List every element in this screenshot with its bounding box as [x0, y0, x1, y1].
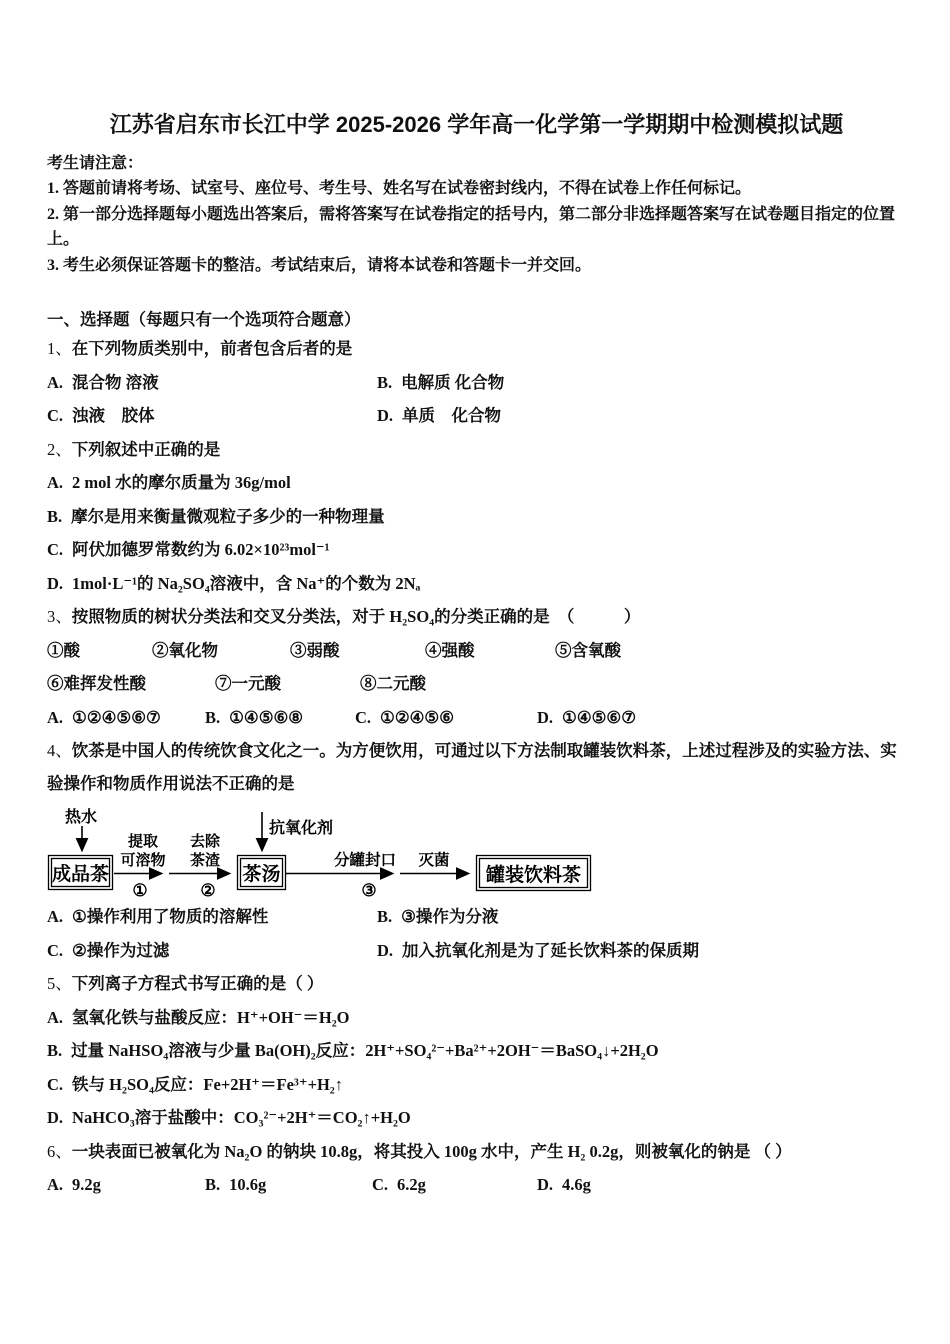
q4-option-a: [47, 900, 377, 934]
question-6-number: 6、: [47, 1141, 72, 1161]
q2-option-c-label: C.: [47, 540, 64, 559]
sterilize-label: 灭菌: [418, 852, 450, 869]
q1-option-c: [47, 399, 377, 433]
q3-option-b: [205, 701, 355, 735]
q2-option-c-text: 阿伏加德罗常数约为 6.02×10²³mol⁻¹: [72, 540, 330, 559]
step-1-circle: ①: [132, 881, 148, 900]
q4-option-a-label: A.: [47, 907, 64, 926]
q2-option-d-text: 1mol·L⁻¹的 Na₂SO₄溶液中，含 Na⁺的个数为 2Nₐ: [72, 573, 421, 593]
question-3-number: 3、: [47, 607, 72, 626]
q3-option-a-label: A.: [47, 707, 64, 727]
extract-label-line1: 提取: [127, 834, 159, 850]
notice-item-3: 3. 考生必须保证答题卡的整洁。考试结束后，请将本试卷和答题卡一并交回。: [47, 256, 592, 274]
q3-option-b-label: B.: [205, 707, 221, 727]
q3-option-d: [537, 701, 636, 735]
q1-option-d: [377, 399, 501, 433]
q5-option-b-label: B.: [47, 1041, 63, 1060]
q2-option-a-text: 2 mol 水的摩尔质量为 36g/mol: [72, 473, 291, 492]
q6-option-d: [537, 1168, 591, 1202]
q3-option-c: [355, 701, 537, 735]
question-4: [47, 734, 906, 800]
question-3: [47, 600, 906, 634]
exam-title: 江苏省启东市长江中学 2025-2026 学年高一化学第一学期期中检测模拟试题: [109, 112, 844, 137]
q3-option-d-text: ①④⑤⑥⑦: [562, 707, 637, 727]
question-3-text: 按照物质的树状分类法和交叉分类法，对于 H₂SO₄的分类正确的是 （ ）: [71, 607, 641, 626]
q4-option-d-label: D.: [377, 940, 394, 960]
question-1-options-row-2: [47, 399, 906, 433]
q2-option-c: [47, 533, 906, 567]
q3-option-b-text: ①④⑤⑥⑧: [229, 707, 304, 727]
question-4-text: 饮茶是中国人的传统饮食文化之一。为方便饮用，可通过以下方法制取罐装饮料茶，上述过程涉及的实验方法、实验操作和物质作用说法不正确的是: [47, 741, 897, 793]
q5-option-a-text: 氢氧化铁与盐酸反应：H⁺+OH⁻＝H₂O: [72, 1007, 350, 1027]
step-3-circle: ③: [361, 881, 377, 900]
extract-label-line2: 可溶物: [120, 853, 166, 869]
q6-option-a-text: 9.2g: [72, 1175, 101, 1194]
q6-option-a-label: A.: [47, 1175, 64, 1194]
q6-option-c-label: C.: [372, 1175, 389, 1194]
q3-item-4: ④强酸: [425, 640, 475, 660]
q3-item-5: ⑤含氧酸: [555, 640, 621, 660]
q6-option-d-label: D.: [537, 1175, 554, 1194]
q2-option-b-text: 摩尔是用来衡量微观粒子多少的一种物理量: [71, 506, 385, 526]
notice-item-2: 2. 第一部分选择题每小题选出答案后，需将答案写在试卷指定的括号内，第二部分非选择题答案写在试卷题目指定的位置上。: [47, 205, 896, 248]
remove-residue-label-line2: 茶渣: [189, 853, 221, 869]
q1-option-a-label: A.: [47, 372, 64, 392]
q3-option-d-label: D.: [537, 707, 554, 727]
q5-option-c: [47, 1068, 906, 1102]
canning-seal-label: 分罐封口: [333, 852, 397, 869]
q1-option-b: [377, 366, 504, 400]
q3-option-a: [47, 701, 205, 735]
q4-option-c-label: C.: [47, 940, 64, 960]
q2-option-a: [47, 466, 906, 500]
product-tea-label: 成品茶: [51, 864, 110, 885]
q6-option-b-label: B.: [205, 1175, 221, 1194]
question-1: [47, 332, 906, 366]
q5-option-d: [47, 1101, 906, 1135]
q4-option-c-text: ②操作为过滤: [72, 940, 170, 960]
q1-option-b-label: B.: [377, 372, 393, 392]
step-2-circle: ②: [200, 881, 216, 900]
canned-tea-label: 罐装饮料茶: [485, 865, 582, 886]
q5-option-a-label: A.: [47, 1007, 64, 1027]
q5-option-b: [47, 1034, 906, 1068]
q6-option-c: [372, 1168, 537, 1202]
question-3-options-row: [47, 701, 906, 735]
q6-option-c-text: 6.2g: [397, 1175, 426, 1194]
q6-option-b-text: 10.6g: [229, 1175, 267, 1194]
q3-item-6: ⑥难挥发性酸: [47, 674, 146, 693]
q4-option-b: [377, 900, 498, 934]
remove-residue-label-line1: 去除: [189, 834, 221, 850]
q4-option-b-text: ③操作为分液: [401, 907, 499, 926]
question-1-text: 在下列物质类别中，前者包含后者的是: [71, 339, 353, 358]
q5-option-a: [47, 1001, 906, 1035]
q5-option-d-label: D.: [47, 1108, 64, 1127]
q2-option-b: [47, 500, 906, 534]
q1-option-a-text: 混合物 溶液: [72, 372, 159, 392]
question-2-text: 下列叙述中正确的是: [71, 439, 221, 459]
tea-soup-label: 茶汤: [242, 864, 281, 885]
q2-option-b-label: B.: [47, 506, 63, 526]
tea-process-flow-diagram: [47, 802, 607, 900]
q3-option-c-text: ①②④⑤⑥: [380, 707, 455, 727]
question-4-number: 4、: [47, 741, 72, 760]
question-1-options-row-1: [47, 366, 906, 400]
q2-option-a-label: A.: [47, 473, 64, 492]
q4-option-a-text: ①操作利用了物质的溶解性: [72, 907, 269, 926]
q1-option-d-text: 单质 化合物: [402, 406, 502, 425]
question-2: [47, 433, 906, 467]
q6-option-a: [47, 1168, 205, 1202]
q3-classification-row-1: [47, 634, 906, 668]
question-6-options-row: [47, 1168, 906, 1202]
q2-option-d-label: D.: [47, 573, 64, 593]
q1-option-c-label: C.: [47, 406, 64, 425]
antioxidant-label: 抗氧化剂: [269, 820, 334, 837]
q3-item-8: ⑧二元酸: [360, 674, 426, 693]
q6-option-b: [205, 1168, 372, 1202]
notice-heading: 考生请注意：: [47, 155, 144, 172]
q4-option-d-text: 加入抗氧化剂是为了延长饮料茶的保质期: [402, 940, 700, 960]
q3-option-a-text: ①②④⑤⑥⑦: [72, 707, 161, 727]
question-4-options-row-2: [47, 934, 906, 968]
q3-item-2: ②氧化物: [152, 640, 218, 660]
q3-option-c-label: C.: [355, 707, 372, 727]
question-4-options-row-1: [47, 900, 906, 934]
q4-option-d: [377, 934, 699, 968]
q3-item-7: ⑦一元酸: [215, 674, 281, 693]
q3-classification-row-2: [47, 667, 906, 701]
q4-option-b-label: B.: [377, 907, 393, 926]
q5-option-b-text: 过量 NaHSO₄溶液与少量 Ba(OH)₂反应：2H⁺+SO₄²⁻+Ba²⁺+2OH⁻＝BaSO₄↓+2H₂O: [71, 1041, 659, 1060]
notice-item-1: 1. 答题前请将考场、试室号、座位号、考生号、姓名写在试卷密封线内，不得在试卷上作任何标记。: [47, 180, 752, 197]
question-5-text: 下列离子方程式书写正确的是（ ）: [71, 974, 324, 993]
q4-option-c: [47, 934, 377, 968]
question-2-number: 2、: [47, 439, 72, 459]
q3-item-1: ①酸: [47, 640, 80, 660]
q2-option-d: [47, 567, 906, 601]
section-1-heading: 一、选择题（每题只有一个选项符合题意）: [47, 310, 361, 329]
q5-option-d-text: NaHCO₃溶于盐酸中：CO₃²⁻+2H⁺＝CO₂↑+H₂O: [72, 1108, 411, 1127]
question-1-number: 1、: [47, 339, 72, 358]
q1-option-b-text: 电解质 化合物: [401, 372, 505, 392]
question-6-text: 一块表面已被氧化为 Na₂O 的钠块 10.8g，将其投入 100g 水中，产生 H₂ 0.2g，则被氧化的钠是 （ ）: [71, 1141, 792, 1161]
q5-option-c-label: C.: [47, 1074, 64, 1094]
question-5: [47, 967, 906, 1001]
question-6: [47, 1135, 906, 1169]
q1-option-a: [47, 366, 377, 400]
q3-item-3: ③弱酸: [290, 640, 340, 660]
q1-option-d-label: D.: [377, 406, 394, 425]
q6-option-d-text: 4.6g: [562, 1175, 591, 1194]
hot-water-label: 热水: [65, 809, 98, 826]
q5-option-c-text: 铁与 H₂SO₄反应：Fe+2H⁺＝Fe³⁺+H₂↑: [72, 1074, 343, 1094]
q1-option-c-text: 浊液 胶体: [72, 406, 155, 425]
question-5-number: 5、: [47, 974, 72, 993]
